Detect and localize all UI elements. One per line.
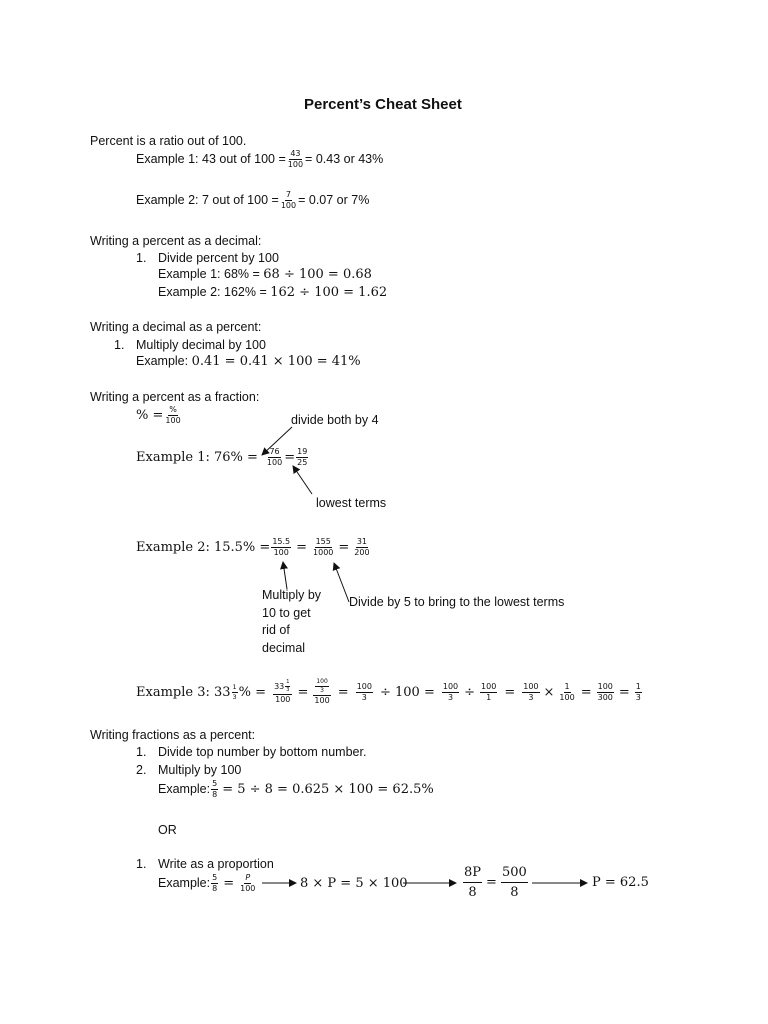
numerator: 43 xyxy=(290,149,301,158)
denominator: 300 xyxy=(597,692,613,702)
numerator: 31 xyxy=(356,537,368,546)
numerator: 1 xyxy=(232,683,237,691)
denominator: 8 xyxy=(510,885,519,900)
section-heading-percent-to-decimal: Writing a percent as a decimal: xyxy=(90,234,262,248)
denominator: 100 xyxy=(280,201,297,210)
numerator: 8P xyxy=(463,866,482,883)
numerator: P xyxy=(245,873,251,882)
equals-sign: = xyxy=(618,684,630,700)
denominator: 100 xyxy=(266,458,283,467)
numerator: 100 xyxy=(597,681,613,691)
math-expression: % = xyxy=(136,408,164,423)
equals-sign: = xyxy=(296,540,308,555)
text: Example: xyxy=(158,782,211,797)
equals-sign: = xyxy=(223,876,235,891)
numerator: % xyxy=(169,405,177,414)
text: Example 1: 68% = xyxy=(158,267,264,281)
denominator: 3 xyxy=(320,687,324,694)
arrow-to-19-over-25 xyxy=(293,466,312,494)
text: Example 1: 43 out of 100 = xyxy=(136,152,286,167)
arrow-to-31-over-200 xyxy=(334,563,349,602)
step-text: Divide top number by bottom number. xyxy=(158,745,367,759)
divide-sign: ÷ xyxy=(464,684,476,700)
step-text: Multiply decimal by 100 xyxy=(136,338,266,352)
text: = 0.07 or 7% xyxy=(298,193,370,208)
numerator: 100 xyxy=(442,681,459,691)
step-number: 1. xyxy=(136,251,147,265)
denominator: 100 xyxy=(165,416,181,425)
equals-sign: = xyxy=(338,540,350,555)
step-text: Write as a proportion xyxy=(158,857,274,871)
denominator: 3 xyxy=(361,692,367,702)
arrow-to-76-over-100 xyxy=(262,427,292,455)
text: Example: xyxy=(158,876,211,891)
denominator: 25 xyxy=(297,458,308,467)
math-expression: 162 ÷ 100 = 1.62 xyxy=(270,285,388,300)
math-expression: % = xyxy=(238,684,267,700)
annotation-divide-both-by-4: divide both by 4 xyxy=(291,413,379,427)
numerator: 1 xyxy=(635,681,641,691)
numerator: 500 xyxy=(501,866,528,883)
numerator: 100 xyxy=(523,681,539,691)
step-number: 1. xyxy=(136,745,147,759)
numerator: 76 xyxy=(269,447,280,456)
text: Example: xyxy=(136,354,192,368)
math-expression: ÷ 100 = xyxy=(379,684,435,700)
denominator: 100 xyxy=(240,884,256,893)
numerator: 15.5 xyxy=(272,537,291,546)
numerator: 100 xyxy=(481,681,497,691)
annotation-multiply-by-10: Multiply by 10 to get rid of decimal xyxy=(262,588,322,655)
step-text: Multiply by 100 xyxy=(158,763,242,777)
denominator: 3 xyxy=(286,687,290,693)
intro-line: Percent is a ratio out of 100. xyxy=(90,134,247,148)
text: Example 2: 7 out of 100 = xyxy=(136,193,279,208)
math-expression: 0.41 = 0.41 × 100 = 41% xyxy=(191,354,361,369)
denominator: 100 xyxy=(275,695,291,704)
denominator: 1000 xyxy=(313,548,334,557)
denominator: 3 xyxy=(635,692,641,702)
denominator: 3 xyxy=(232,692,237,701)
proportion-result: P = 62.5 xyxy=(592,875,649,890)
proportion-step-cross-multiply: 8 × P = 5 × 100 xyxy=(300,876,408,891)
denominator: 100 xyxy=(314,696,330,705)
denominator: 8 xyxy=(212,884,218,893)
equals-sign: = xyxy=(486,875,497,890)
denominator: 3 xyxy=(528,692,534,702)
numerator: 1 xyxy=(286,679,290,685)
numerator: 7 xyxy=(285,190,291,199)
annotation-divide-by-5: Divide by 5 to bring to the lowest terms xyxy=(349,595,565,609)
denominator: 100 xyxy=(287,160,304,169)
denominator: 1 xyxy=(486,692,492,702)
equals-sign: = xyxy=(580,684,592,700)
numerator: 1 xyxy=(564,681,570,691)
times-sign: × xyxy=(543,684,555,700)
numerator: 5 xyxy=(212,873,218,882)
denominator: 100 xyxy=(273,548,289,557)
text: Example 2: 162% = xyxy=(158,285,271,299)
or-label: OR xyxy=(158,823,177,837)
equals-sign: = xyxy=(297,684,309,700)
step-number: 1. xyxy=(114,338,125,352)
section-heading-fraction-to-percent: Writing fractions as a percent: xyxy=(90,728,256,742)
equals-sign: = xyxy=(284,450,296,465)
denominator: 8 xyxy=(212,790,218,799)
denominator: 3 xyxy=(447,692,454,702)
page-title: Percent’s Cheat Sheet xyxy=(304,96,462,113)
annotation-lowest-terms: lowest terms xyxy=(316,496,387,510)
math-expression: = 5 ÷ 8 = 0.625 × 100 = 62.5% xyxy=(222,782,434,797)
section-heading-decimal-to-percent: Writing a decimal as a percent: xyxy=(90,320,262,334)
math-expression: 68 ÷ 100 = 0.68 xyxy=(263,267,372,282)
text: = 0.43 or 43% xyxy=(305,152,384,167)
numerator: 155 xyxy=(315,537,331,546)
section-heading-percent-to-fraction: Writing a percent as a fraction: xyxy=(90,390,260,404)
step-number: 2. xyxy=(136,763,147,777)
equals-sign: = xyxy=(337,684,349,700)
numerator: 5 xyxy=(212,779,218,788)
whole-number: 33 xyxy=(274,681,285,691)
equals-sign: = xyxy=(504,684,516,700)
denominator: 100 xyxy=(559,692,575,702)
math-expression: Example 3: 33 xyxy=(136,684,231,700)
arrow-to-155-over-1000 xyxy=(283,562,287,589)
numerator: 100 xyxy=(316,678,328,685)
step-number: 1. xyxy=(136,857,147,871)
numerator: 19 xyxy=(297,447,308,456)
step-text: Divide percent by 100 xyxy=(158,251,279,265)
denominator: 8 xyxy=(468,885,477,900)
numerator: 100 xyxy=(356,681,372,691)
math-expression: Example 2: 15.5% = xyxy=(136,540,271,555)
denominator: 200 xyxy=(354,548,370,557)
math-expression: Example 1: 76% = xyxy=(136,450,258,465)
